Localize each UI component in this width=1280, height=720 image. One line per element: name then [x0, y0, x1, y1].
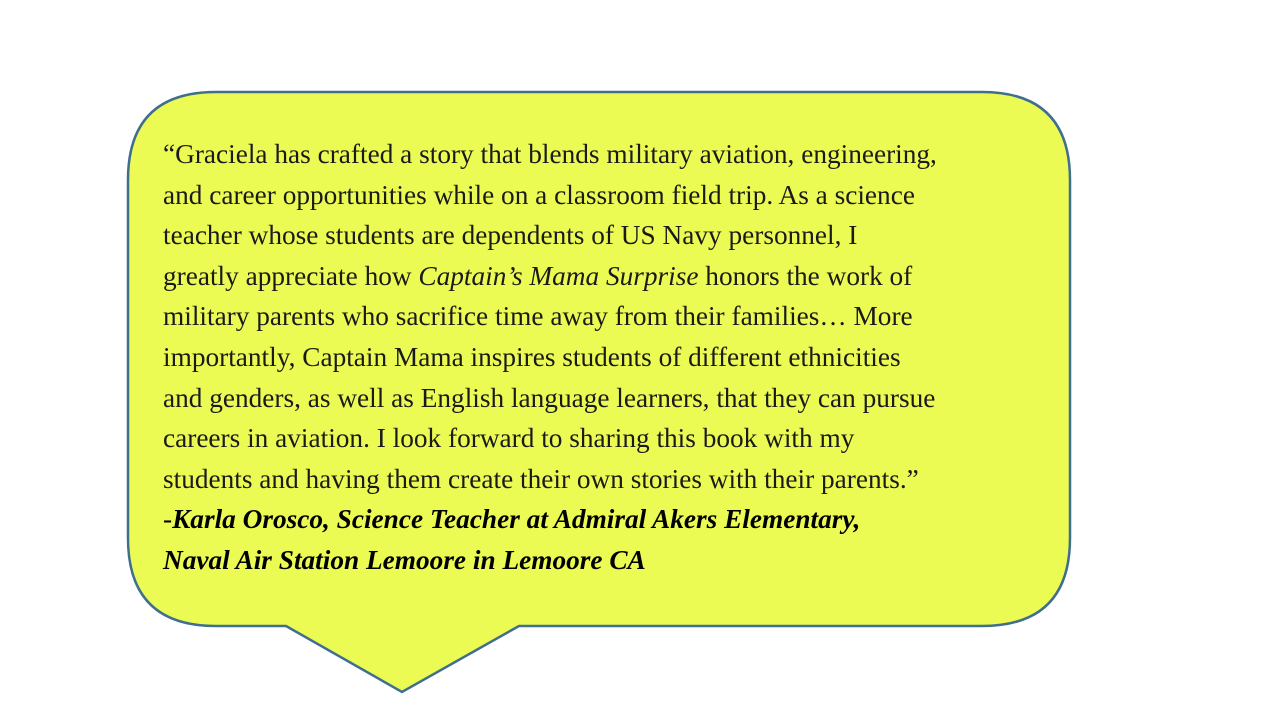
book-title: Captain’s Mama Surprise: [418, 260, 699, 291]
quote-line-with-title: [163, 256, 1043, 297]
quote-line: and genders, as well as English language learners, that they can pursue: [163, 382, 936, 413]
attribution-location: Naval Air Station Lemoore in Lemoore CA: [163, 544, 646, 575]
attribution-dash: -: [163, 504, 173, 535]
quote-line: “Graciela has crafted a story that blends military aviation, engineering,: [163, 139, 937, 169]
attribution-line: [163, 499, 1043, 540]
quote-line: teacher whose students are dependents of US Navy personnel, I: [163, 220, 858, 251]
quote-text-segment: greatly appreciate how: [163, 260, 419, 291]
testimonial-quote: [163, 134, 1043, 581]
quote-text-segment: honors the work of: [698, 260, 913, 291]
attribution-name: Karla Orosco, Science Teacher at Admiral Akers Elementary,: [172, 504, 861, 535]
quote-line: importantly, Captain Mama inspires students of different ethnicities: [163, 341, 901, 372]
quote-line: students and having them create their own stories with their parents.”: [163, 463, 919, 494]
quote-line: military parents who sacrifice time away from their families… More: [163, 301, 913, 332]
quote-line: careers in aviation. I look forward to sharing this book with my: [163, 423, 855, 454]
quote-line: and career opportunities while on a classroom field trip. As a science: [163, 179, 915, 210]
